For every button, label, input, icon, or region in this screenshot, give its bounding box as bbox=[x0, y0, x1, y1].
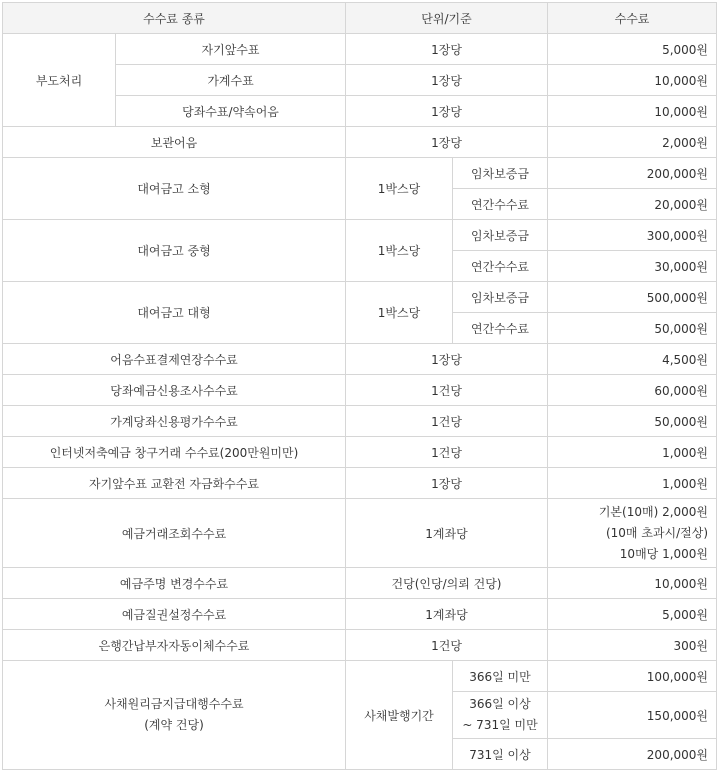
fee-unit: 1건당 bbox=[346, 437, 548, 468]
fee-amount: 50,000원 bbox=[548, 313, 717, 344]
fee-unit: 1계좌당 bbox=[346, 599, 548, 630]
fee-period-multiline bbox=[453, 692, 548, 739]
fee-subtype: 임차보증금 bbox=[453, 220, 548, 251]
table-row bbox=[3, 661, 717, 692]
fee-unit: 1건당 bbox=[346, 630, 548, 661]
table-row bbox=[3, 158, 717, 189]
fee-unit: 1건당 bbox=[346, 406, 548, 437]
fee-amount: 10,000원 bbox=[548, 568, 717, 599]
fee-name: 대여금고 중형 bbox=[3, 220, 346, 282]
group-label: 부도처리 bbox=[3, 34, 116, 127]
fee-name: 당좌예금신용조사수수료 bbox=[3, 375, 346, 406]
table-row bbox=[3, 127, 717, 158]
fee-amount: 100,000원 bbox=[548, 661, 717, 692]
fee-table bbox=[2, 2, 717, 770]
fee-amount: 5,000원 bbox=[548, 599, 717, 630]
fee-amount: 10,000원 bbox=[548, 96, 717, 127]
fee-amount: 50,000원 bbox=[548, 406, 717, 437]
fee-amount: 500,000원 bbox=[548, 282, 717, 313]
fee-name: 인터넷저축예금 창구거래 수수료(200만원미만) bbox=[3, 437, 346, 468]
fee-subtype: 임차보증금 bbox=[453, 282, 548, 313]
fee-amount: 1,000원 bbox=[548, 437, 717, 468]
table-row bbox=[3, 499, 717, 568]
fee-unit: 1장당 bbox=[346, 65, 548, 96]
fee-line: 기본(10매) 2,000원 bbox=[598, 504, 709, 519]
fee-period: 731일 이상 bbox=[453, 739, 548, 770]
header-unit: 단위/기준 bbox=[346, 3, 548, 34]
fee-unit: 1장당 bbox=[346, 344, 548, 375]
fee-name-line: 사채원리금지급대행수수료 bbox=[104, 697, 244, 711]
fee-subtype: 임차보증금 bbox=[453, 158, 548, 189]
fee-name-line: (계약 건당) bbox=[144, 718, 204, 732]
fee-unit: 1장당 bbox=[346, 127, 548, 158]
header-fee: 수수료 bbox=[548, 3, 717, 34]
fee-name: 은행간납부자자동이체수수료 bbox=[3, 630, 346, 661]
table-row bbox=[3, 375, 717, 406]
fee-name: 어음수표결제연장수수료 bbox=[3, 344, 346, 375]
fee-amount: 1,000원 bbox=[548, 468, 717, 499]
fee-subtype: 연간수수료 bbox=[453, 251, 548, 282]
table-row bbox=[3, 468, 717, 499]
fee-unit: 1장당 bbox=[346, 468, 548, 499]
fee-name: 예금주명 변경수수료 bbox=[3, 568, 346, 599]
fee-unit: 1장당 bbox=[346, 96, 548, 127]
fee-amount: 200,000원 bbox=[548, 158, 717, 189]
fee-amount-multiline bbox=[548, 499, 717, 568]
table-row bbox=[3, 406, 717, 437]
fee-name: 자기앞수표 교환전 자금화수수료 bbox=[3, 468, 346, 499]
fee-period: 366일 미만 bbox=[453, 661, 548, 692]
fee-amount: 300원 bbox=[548, 630, 717, 661]
table-row bbox=[3, 34, 717, 65]
table-row bbox=[3, 220, 717, 251]
fee-name: 가계수표 bbox=[116, 65, 346, 96]
fee-name: 예금질권설정수수료 bbox=[3, 599, 346, 630]
fee-subtype: 연간수수료 bbox=[453, 189, 548, 220]
fee-unit: 1건당 bbox=[346, 375, 548, 406]
fee-amount: 300,000원 bbox=[548, 220, 717, 251]
fee-unit: 건당(인당/의뢰 건당) bbox=[346, 568, 548, 599]
fee-name-multiline bbox=[3, 661, 346, 770]
fee-line: 10매당 1,000원 bbox=[619, 546, 709, 561]
fee-name: 가계당좌신용평가수수료 bbox=[3, 406, 346, 437]
table-row bbox=[3, 344, 717, 375]
fee-name: 자기앞수표 bbox=[116, 34, 346, 65]
fee-name: 보관어음 bbox=[3, 127, 346, 158]
fee-amount: 200,000원 bbox=[548, 739, 717, 770]
table-row bbox=[3, 630, 717, 661]
fee-unit: 1박스당 bbox=[346, 282, 453, 344]
fee-amount: 20,000원 bbox=[548, 189, 717, 220]
fee-unit: 1박스당 bbox=[346, 158, 453, 220]
fee-amount: 5,000원 bbox=[548, 34, 717, 65]
fee-period-line: ~ 731일 미만 bbox=[462, 718, 538, 732]
header-type: 수수료 종류 bbox=[3, 3, 346, 34]
fee-unit: 사채발행기간 bbox=[346, 661, 453, 770]
fee-unit: 1박스당 bbox=[346, 220, 453, 282]
fee-period-line: 366일 이상 bbox=[469, 697, 531, 711]
table-row bbox=[3, 282, 717, 313]
fee-line: (10매 초과시/절상) bbox=[605, 525, 709, 540]
fee-unit: 1계좌당 bbox=[346, 499, 548, 568]
table-row bbox=[3, 599, 717, 630]
fee-name: 대여금고 대형 bbox=[3, 282, 346, 344]
fee-name: 대여금고 소형 bbox=[3, 158, 346, 220]
fee-amount: 4,500원 bbox=[548, 344, 717, 375]
fee-amount: 2,000원 bbox=[548, 127, 717, 158]
fee-amount: 60,000원 bbox=[548, 375, 717, 406]
fee-amount: 30,000원 bbox=[548, 251, 717, 282]
fee-amount: 10,000원 bbox=[548, 65, 717, 96]
fee-amount: 150,000원 bbox=[548, 692, 717, 739]
fee-name: 예금거래조회수수료 bbox=[3, 499, 346, 568]
header-row bbox=[3, 3, 717, 34]
table-row bbox=[3, 437, 717, 468]
fee-subtype: 연간수수료 bbox=[453, 313, 548, 344]
fee-name: 당좌수표/약속어음 bbox=[116, 96, 346, 127]
fee-unit: 1장당 bbox=[346, 34, 548, 65]
table-row bbox=[3, 568, 717, 599]
